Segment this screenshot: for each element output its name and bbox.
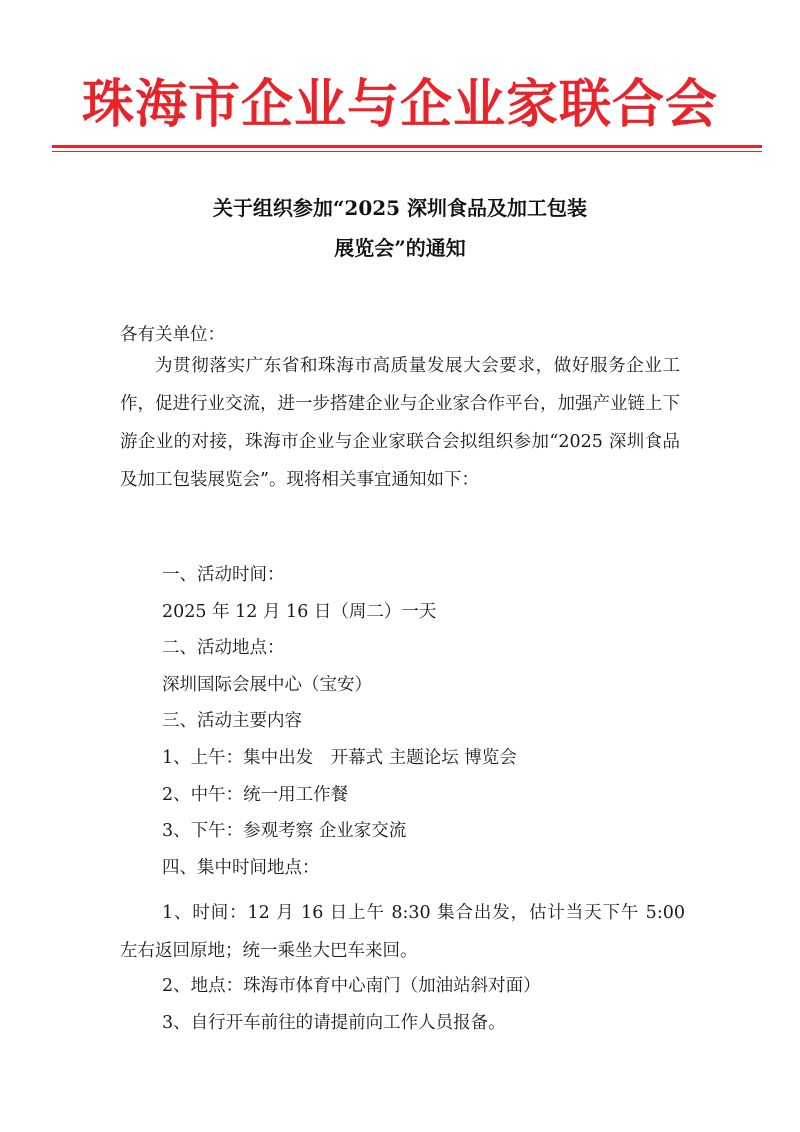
section1-heading: 一、活动时间： [162,565,285,585]
salutation: 各有关单位： [120,325,225,345]
letterhead-rule-thick [52,145,762,148]
section3-item-2: 2、中午：统一用工作餐 [162,784,349,805]
notice-title-line2: 展览会”的通知 [334,236,466,260]
notice-tail [162,968,702,1042]
section3-heading: 三、活动主要内容 [162,711,302,732]
notice-title-line1: 关于组织参加“2025 深圳食品及加工包装 [212,196,588,220]
section4-item-1: 1、时间：12 月 16 日上午 8:30 集合出发，估计当天下午 5:00 左右返回原地；统一乘坐大巴车来回。 [120,903,685,961]
notice-sections [162,557,702,886]
section2-heading: 二、活动地点： [162,638,285,659]
section4-heading: 四、集中时间地点： [162,857,320,878]
section3-item-3: 3、下午：参观考察 企业家交流 [162,821,407,842]
section4-item-2: 2、地点：珠海市体育中心南门（加油站斜对面） [162,976,541,996]
section2-value: 深圳国际会展中心（宝安） [162,674,372,695]
section1-value: 2025 年 12 月 16 日（周二）一天 [162,601,437,622]
intro-paragraph: 为贯彻落实广东省和珠海市高质量发展大会要求，做好服务企业工作，促进行业交流，进一步搭建企业与企业家合作平台，加强产业链上下游企业的对接，珠海市企业与企业家联合会拟组织参加“2025 深圳食品及加工包装展览会”。现将相关事宜通知如下： [120,356,680,490]
section3-item-1: 1、上午：集中出发 开幕式 主题论坛 博览会 [162,747,517,768]
section4-item-3: 3、自行开车前往的请提前向工作人员报备。 [162,1013,506,1033]
letterhead-org-name: 珠海市企业与企业家联合会 [81,74,718,135]
letterhead-rule-thin [52,151,762,152]
